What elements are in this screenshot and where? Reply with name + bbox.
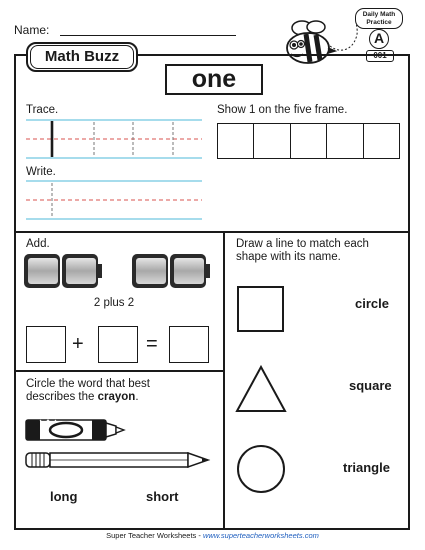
left-row-divider [14, 370, 224, 372]
name-label: Name: [14, 23, 50, 37]
match-instruction-line-1: Draw a line to match each [236, 238, 369, 250]
title-banner: Math Buzz [30, 45, 134, 69]
instruction-bold-word: crayon [97, 391, 136, 403]
add-label: Add. [26, 238, 50, 250]
five-frame-cell[interactable] [291, 124, 327, 158]
five-frame-cell[interactable] [218, 124, 254, 158]
match-name-square[interactable]: square [349, 378, 392, 393]
five-frame-cell[interactable] [327, 124, 363, 158]
addend-box-1[interactable] [26, 326, 66, 363]
crayon-instruction-line-2 [26, 391, 139, 404]
five-frame-cell[interactable] [254, 124, 290, 158]
crayon-icon [24, 418, 128, 442]
match-name-triangle[interactable]: triangle [343, 460, 390, 475]
write-lines[interactable] [26, 179, 202, 223]
name-field[interactable] [60, 35, 236, 36]
sheet-number: 001 [366, 50, 394, 62]
trace-label: Trace. [26, 104, 59, 116]
number-word-box: one [165, 64, 263, 95]
footer-label: Super Teacher Worksheets - [106, 531, 203, 540]
badge-line-2: Practice [366, 18, 392, 26]
triangle-shape[interactable] [234, 364, 288, 414]
row-divider [14, 231, 410, 233]
badge-line-1: Daily Math [362, 10, 396, 18]
five-frame-label: Show 1 on the five frame. [217, 104, 348, 116]
daily-practice-badge [355, 8, 403, 29]
battery-blocks-icon [22, 252, 212, 292]
option-short[interactable]: short [146, 489, 179, 504]
sum-box[interactable] [169, 326, 209, 363]
instruction-period: . [135, 391, 139, 403]
footer [0, 531, 425, 541]
plus-sign: + [72, 333, 84, 355]
match-instruction-line-2: shape with its name. [236, 251, 341, 263]
crayon-instruction-line-1: Circle the word that best [26, 378, 151, 390]
equals-sign: = [146, 333, 158, 355]
five-frame [217, 123, 400, 159]
square-shape[interactable] [237, 286, 284, 332]
add-caption: 2 plus 2 [93, 297, 135, 309]
write-label: Write. [26, 166, 56, 178]
circle-shape[interactable] [237, 445, 285, 493]
instruction-text: describes the [26, 391, 98, 403]
level-badge: A [369, 29, 389, 49]
five-frame-cell[interactable] [364, 124, 399, 158]
addend-box-2[interactable] [98, 326, 138, 363]
footer-link[interactable]: www.superteacherworksheets.com [202, 531, 319, 540]
column-divider [223, 231, 225, 530]
trace-writing-lines [26, 118, 202, 162]
pencil-icon [24, 448, 214, 472]
match-name-circle[interactable]: circle [355, 296, 389, 311]
option-long[interactable]: long [50, 489, 78, 504]
